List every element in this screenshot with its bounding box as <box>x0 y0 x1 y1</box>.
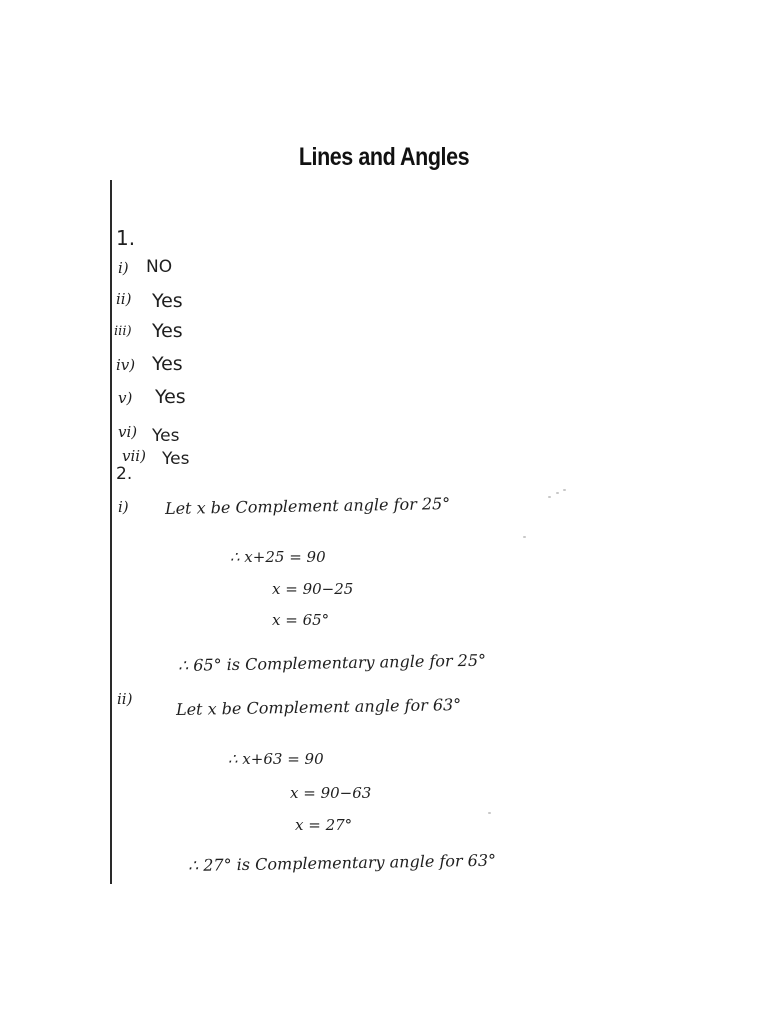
scan-speck <box>488 812 491 814</box>
margin-line <box>110 180 112 884</box>
q2-part-1-step-1: ∴ x+25 = 90 <box>230 548 326 566</box>
q1-answer-6: Yes <box>152 426 180 446</box>
q1-answer-4: Yes <box>152 353 183 375</box>
q2-part-2-step-3: x = 27° <box>295 816 353 834</box>
q2-part-1-statement: Let x be Complement angle for 25° <box>164 494 451 518</box>
q1-answer-3: Yes <box>152 320 183 342</box>
q2-part-2-roman: ii) <box>117 690 133 708</box>
q2-part-1-roman: i) <box>118 498 129 516</box>
q1-roman-7: vii) <box>122 447 146 465</box>
q1-roman-4: iv) <box>116 356 136 374</box>
q2-part-2-step-1: ∴ x+63 = 90 <box>228 750 324 768</box>
q2-part-1-conclusion: ∴ 65° is Complementary angle for 25° <box>177 650 487 675</box>
scan-speck <box>548 496 551 498</box>
q1-roman-5: v) <box>118 389 133 407</box>
scan-speck <box>556 492 559 494</box>
q1-roman-3: iii) <box>114 324 132 339</box>
scan-speck <box>523 536 526 538</box>
q1-answer-5: Yes <box>155 386 186 408</box>
question-1-number: 1. <box>116 226 136 250</box>
q1-roman-2: ii) <box>116 290 132 308</box>
q1-answer-2: Yes <box>152 290 183 312</box>
question-2-number: 2. <box>116 464 133 484</box>
q1-roman-6: vi) <box>118 423 138 441</box>
q2-part-2-statement: Let x be Complement angle for 63° <box>175 695 462 719</box>
q2-part-2-step-2: x = 90−63 <box>290 784 372 802</box>
q1-roman-1: i) <box>118 259 129 277</box>
q2-part-1-step-3: x = 65° <box>272 611 330 629</box>
q1-answer-7: Yes <box>162 449 190 469</box>
q1-answer-1: NO <box>146 257 173 277</box>
page-title: Lines and Angles <box>298 143 470 171</box>
q2-part-2-conclusion: ∴ 27° is Complementary angle for 63° <box>187 850 497 875</box>
scan-speck <box>563 489 566 491</box>
q2-part-1-step-2: x = 90−25 <box>272 580 354 598</box>
